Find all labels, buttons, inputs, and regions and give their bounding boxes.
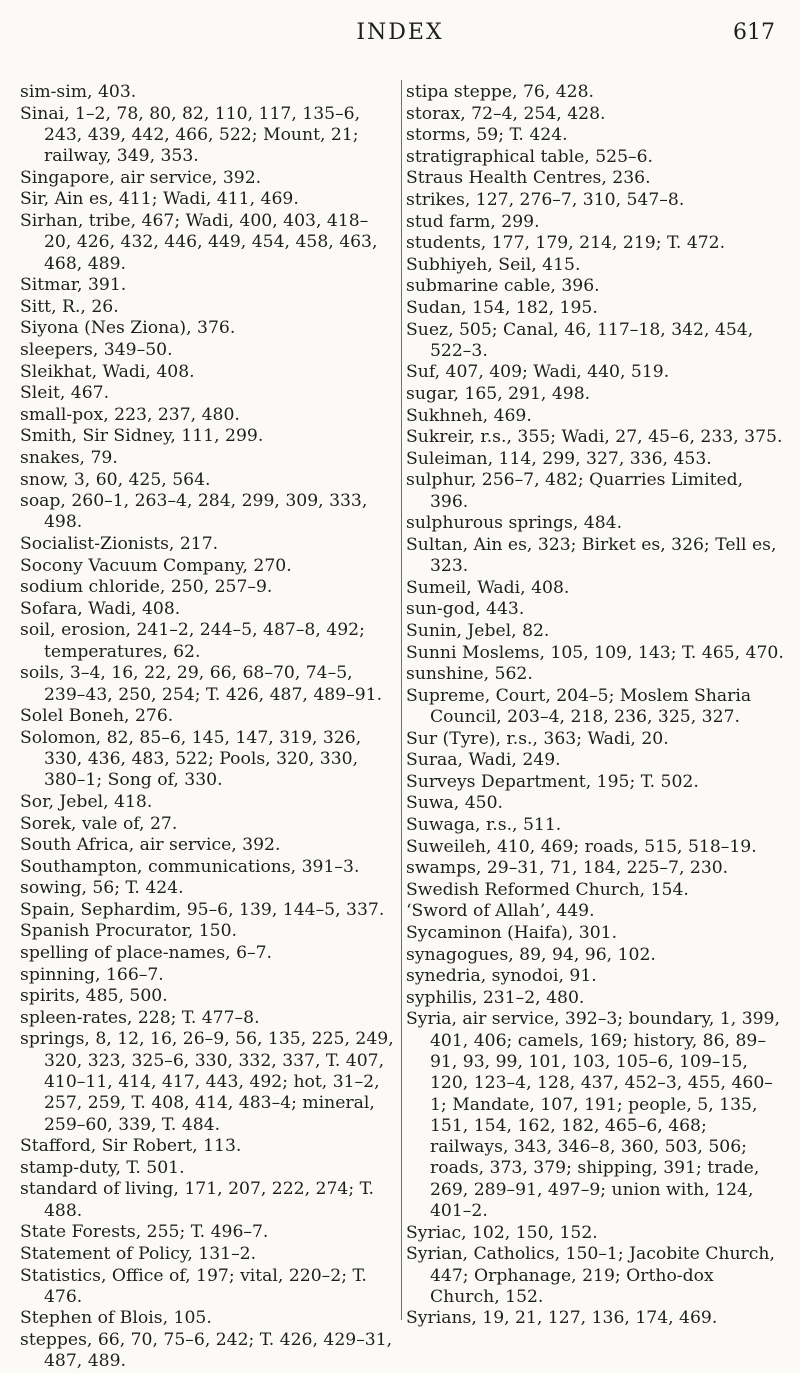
index-entry: sulphurous springs, 484.	[406, 513, 623, 534]
index-entry: sun-god, 443.	[406, 599, 525, 620]
index-entry: Sofara, Wadi, 408.	[20, 598, 181, 619]
index-entry: sleepers, 349–50.	[20, 339, 173, 360]
index-entry: Syrian, Catholics, 150–1; Jacobite Church, 447; Orphanage, 219; Ortho-dox Church, 152.	[406, 1244, 775, 1307]
index-entry: Straus Health Centres, 236.	[406, 168, 651, 189]
index-entry: Syrians, 19, 21, 127, 136, 174, 469.	[406, 1308, 718, 1329]
index-entry: Statement of Policy, 131–2.	[20, 1243, 257, 1264]
index-entry: storms, 59; T. 424.	[406, 125, 568, 146]
index-entry: Solomon, 82, 85–6, 145, 147, 319, 326, 330, 436, 483, 522; Pools, 320, 330, 380–1; Song of, 330.	[20, 727, 362, 791]
index-entry: Sultan, Ain es, 323; Birket es, 326; Tell es, 323.	[406, 534, 777, 577]
index-entry: sunshine, 562.	[406, 664, 533, 685]
index-entry: Sor, Jebel, 418.	[20, 791, 153, 812]
index-entry: Sirhan, tribe, 467; Wadi, 400, 403, 418–20, 426, 432, 446, 449, 454, 458, 463, 468, 489.	[20, 210, 378, 274]
index-entry: sugar, 165, 291, 498.	[406, 384, 591, 405]
index-entry: Sukreir, r.s., 355; Wadi, 27, 45–6, 233, 375.	[406, 427, 783, 448]
index-entry: spirits, 485, 500.	[20, 986, 168, 1007]
index-entry: sim-sim, 403.	[20, 82, 137, 102]
index-entry: Sir, Ain es, 411; Wadi, 411, 469.	[20, 189, 299, 210]
index-entry: ‘Sword of Allah’, 449.	[406, 901, 595, 922]
page-number: 617	[733, 20, 775, 45]
index-entry: Supreme, Court, 204–5; Moslem Sharia Council, 203–4, 218, 236, 325, 327.	[406, 685, 752, 728]
index-entry: sowing, 56; T. 424.	[20, 878, 184, 899]
index-entry: stud farm, 299.	[406, 211, 540, 232]
index-entry: Sitmar, 391.	[20, 275, 127, 296]
index-entry: Syria, air service, 392–3; boundary, 1, 399, 401, 406; camels, 169; history, 86, 89–91, 93, 99, 101, 103, 105–6, 109–15, 120, 123–4, 128, 437, 452–3, 455, 460–1; Mandate, 107, 191; people, 5, 135, 151, 154, 162, 182, 465–6, 468; railways, 343, 346–8, 360, 503, 506; roads, 373, 379; shipping, 391; trade, 269, 289–91, 497–9; union with, 124, 401–2.	[406, 1009, 780, 1222]
index-entry: Syriac, 102, 150, 152.	[406, 1222, 598, 1243]
page-title: INDEX	[356, 20, 444, 45]
index-entry: soap, 260–1, 263–4, 284, 299, 309, 333, 498.	[20, 491, 368, 533]
index-entry: small-pox, 223, 237, 480.	[20, 404, 240, 425]
index-entry: stamp-duty, T. 501.	[20, 1157, 185, 1178]
index-entry: Sorek, vale of, 27.	[20, 813, 178, 834]
index-entry: Sur (Tyre), r.s., 363; Wadi, 20.	[406, 728, 669, 749]
index-entry: syphilis, 231–2, 480.	[406, 987, 585, 1008]
index-column-right	[406, 82, 786, 1330]
index-entry: Southampton, communications, 391–3.	[20, 856, 360, 877]
index-entry: Statistics, Office of, 197; vital, 220–2; T. 476.	[20, 1265, 367, 1307]
index-entry: submarine cable, 396.	[406, 276, 600, 297]
index-entry: Spain, Sephardim, 95–6, 139, 144–5, 337.	[20, 899, 385, 920]
index-entry: strikes, 127, 276–7, 310, 547–8.	[406, 189, 685, 210]
index-entry: Sukhneh, 469.	[406, 405, 532, 426]
index-entry: stratigraphical table, 525–6.	[406, 146, 654, 167]
index-entry: synagogues, 89, 94, 96, 102.	[406, 944, 656, 965]
index-entry: South Africa, air service, 392.	[20, 835, 281, 856]
index-column-left	[20, 82, 395, 1373]
index-entry: Suraa, Wadi, 249.	[406, 750, 561, 771]
index-entry: Sleikhat, Wadi, 408.	[20, 361, 195, 382]
index-entry: snakes, 79.	[20, 447, 118, 468]
index-entry: Solel Boneh, 276.	[20, 706, 174, 727]
index-entry: steppes, 66, 70, 75–6, 242; T. 426, 429–31, 487, 489.	[20, 1329, 393, 1372]
index-entry: Socony Vacuum Company, 270.	[20, 555, 292, 576]
index-entry: Suf, 407, 409; Wadi, 440, 519.	[406, 362, 670, 383]
index-entry: soil, erosion, 241–2, 244–5, 487–8, 492; temperatures, 62.	[20, 620, 365, 662]
index-entry: storax, 72–4, 254, 428.	[406, 103, 606, 124]
index-entry: soils, 3–4, 16, 22, 29, 66, 68–70, 74–5, 239–43, 250, 254; T. 426, 487, 489–91.	[20, 663, 383, 705]
index-entry: swamps, 29–31, 71, 184, 225–7, 230.	[406, 858, 729, 879]
index-entry: stipa steppe, 76, 428.	[406, 82, 595, 102]
column-divider	[401, 80, 402, 1320]
index-entry: Suwaga, r.s., 511.	[406, 815, 562, 835]
index-entry: spinning, 166–7.	[20, 964, 164, 985]
index-entry: Smith, Sir Sidney, 111, 299.	[20, 426, 264, 447]
index-entry: Suleiman, 114, 299, 327, 336, 453.	[406, 448, 712, 469]
page-header	[0, 20, 800, 60]
index-entry: Sunni Moslems, 105, 109, 143; T. 465, 470.	[406, 642, 784, 663]
index-entry: spleen-rates, 228; T. 477–8.	[20, 1007, 260, 1028]
index-entry: Sitt, R., 26.	[20, 296, 119, 317]
index-entry: Swedish Reformed Church, 154.	[406, 879, 689, 900]
index-entry: Sunin, Jebel, 82.	[406, 620, 550, 641]
index-entry: Spanish Procurator, 150.	[20, 921, 238, 942]
index-entry: spelling of place-names, 6–7.	[20, 943, 273, 964]
index-entry: standard of living, 171, 207, 222, 274; T. 488.	[20, 1179, 375, 1221]
index-entry: Suez, 505; Canal, 46, 117–18, 342, 454, 522–3.	[406, 319, 754, 361]
index-entry: students, 177, 179, 214, 219; T. 472.	[406, 233, 726, 254]
index-entry: synedria, synodoi, 91.	[406, 966, 597, 987]
index-entry: Suwa, 450.	[406, 793, 503, 814]
index-entry: sulphur, 256–7, 482; Quarries Limited, 396.	[406, 470, 744, 512]
index-entry: Stephen of Blois, 105.	[20, 1308, 212, 1329]
index-entry: Stafford, Sir Robert, 113.	[20, 1136, 242, 1157]
index-entry: Sycaminon (Haifa), 301.	[406, 922, 618, 943]
index-entry: Subhiyeh, Seil, 415.	[406, 254, 581, 275]
index-entry: Sinai, 1–2, 78, 80, 82, 110, 117, 135–6, 243, 439, 442, 466, 522; Mount, 21; railway, 349, 353.	[20, 103, 361, 167]
index-entry: snow, 3, 60, 425, 564.	[20, 469, 211, 490]
index-entry: Socialist-Zionists, 217.	[20, 533, 219, 554]
index-entry: sodium chloride, 250, 257–9.	[20, 577, 273, 598]
index-entry: Singapore, air service, 392.	[20, 167, 262, 188]
index-entry: springs, 8, 12, 16, 26–9, 56, 135, 225, 249, 320, 323, 325–6, 330, 332, 337, T. 407, 410–11, 414, 417, 443, 492; hot, 31–2, 257, 259, T. 408, 414, 483–4; mineral, 259–60, 339, T. 484.	[20, 1029, 394, 1135]
index-entry: Siyona (Nes Ziona), 376.	[20, 318, 236, 339]
index-entry: Sudan, 154, 182, 195.	[406, 297, 598, 318]
index-entry: Surveys Department, 195; T. 502.	[406, 771, 699, 792]
index-entry: State Forests, 255; T. 496–7.	[20, 1222, 269, 1243]
index-entry: Suweileh, 410, 469; roads, 515, 518–19.	[406, 836, 757, 857]
index-entry: Sleit, 467.	[20, 383, 110, 404]
index-entry: Sumeil, Wadi, 408.	[406, 577, 570, 598]
